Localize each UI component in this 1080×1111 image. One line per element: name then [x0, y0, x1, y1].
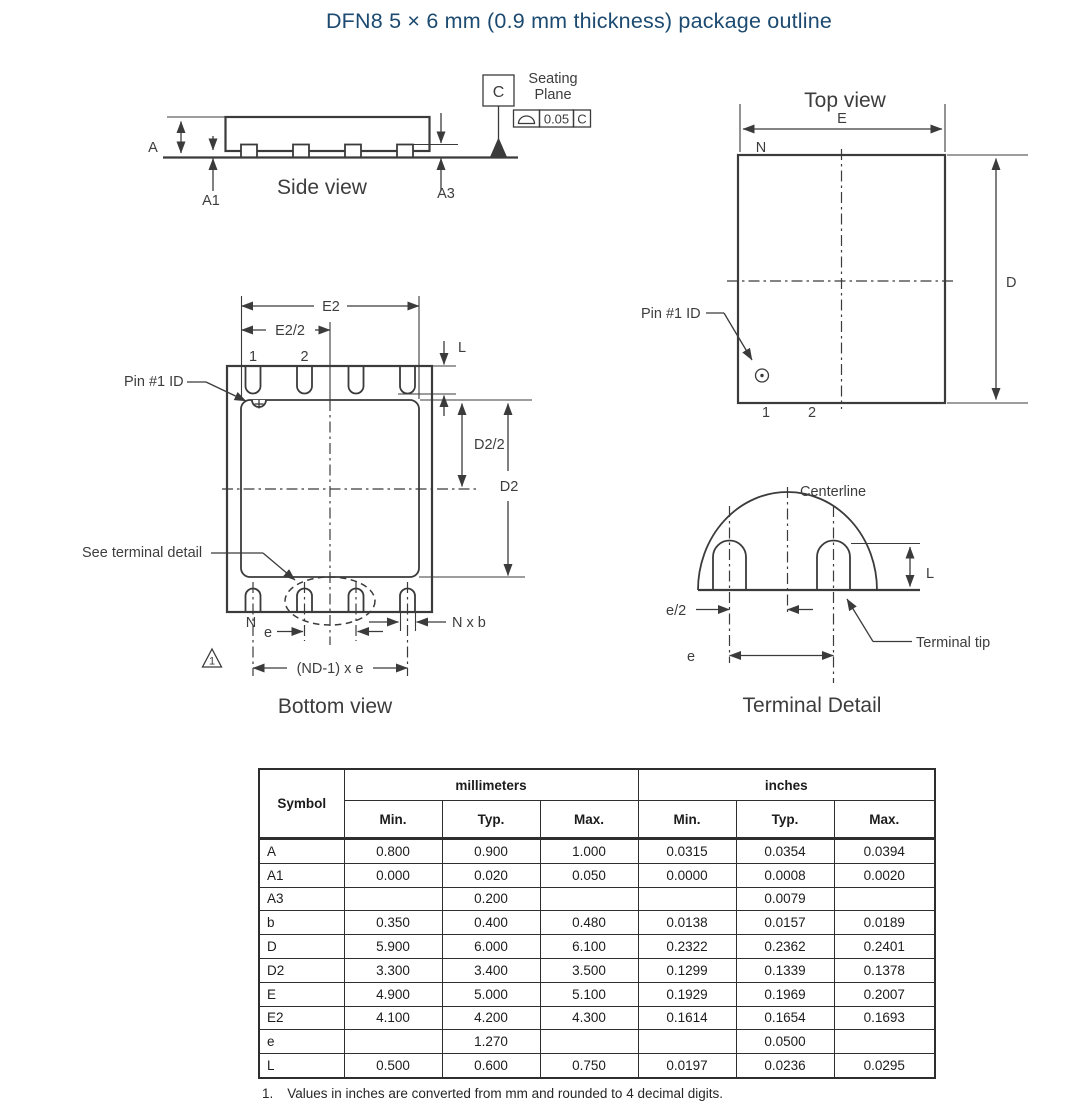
- bottom-view: [82, 296, 532, 718]
- side-view: [148, 71, 590, 209]
- pad: [293, 145, 309, 158]
- table-row: [259, 935, 935, 959]
- value-cell: 0.0197: [638, 1054, 736, 1078]
- value-cell: [834, 887, 935, 911]
- pin1-id-dot: [760, 374, 763, 377]
- terminal: [246, 367, 261, 394]
- pin-number: 2: [807, 405, 817, 421]
- millimeters-header: millimeters: [344, 769, 638, 801]
- table-row: [259, 958, 935, 982]
- table-footnote: [262, 1086, 723, 1101]
- terminal-detail-caption: Terminal Detail: [742, 694, 882, 717]
- table-row: [259, 887, 935, 911]
- value-cell: 0.0157: [736, 911, 834, 935]
- value-cell: [834, 1030, 935, 1054]
- symbol-cell: b: [259, 911, 344, 935]
- top-view-caption: Top view: [804, 89, 886, 112]
- col-header: Max.: [540, 801, 638, 839]
- table-subheader-row: [259, 801, 935, 839]
- value-cell: 0.900: [442, 839, 540, 864]
- datum-label: C: [492, 84, 505, 101]
- value-cell: 0.0020: [834, 863, 935, 887]
- pin-count-label: N: [755, 140, 767, 156]
- dim-label-a3: A3: [437, 186, 455, 202]
- dim-label-a: A: [148, 140, 158, 156]
- symbol-cell: A: [259, 839, 344, 864]
- fcf-tolerance: 0.05: [543, 111, 570, 127]
- top-view: [641, 89, 1028, 421]
- symbol-cell: A3: [259, 887, 344, 911]
- value-cell: 0.2322: [638, 935, 736, 959]
- value-cell: [540, 1030, 638, 1054]
- value-cell: 0.0008: [736, 863, 834, 887]
- symbol-cell: E: [259, 982, 344, 1006]
- side-view-caption: Side view: [277, 176, 367, 199]
- value-cell: 0.800: [344, 839, 442, 864]
- value-cell: 0.0500: [736, 1030, 834, 1054]
- col-header: Min.: [344, 801, 442, 839]
- value-cell: 5.100: [540, 982, 638, 1006]
- value-cell: 0.1969: [736, 982, 834, 1006]
- value-cell: [638, 887, 736, 911]
- value-cell: [344, 887, 442, 911]
- dim-label-e2: E2: [322, 299, 340, 315]
- value-cell: 0.0394: [834, 839, 935, 864]
- value-cell: 0.350: [344, 911, 442, 935]
- value-cell: 4.200: [442, 1006, 540, 1030]
- dim-label-nxb: N x b: [452, 615, 486, 631]
- value-cell: 5.900: [344, 935, 442, 959]
- value-cell: 3.400: [442, 958, 540, 982]
- value-cell: 0.500: [344, 1054, 442, 1078]
- pad: [241, 145, 257, 158]
- symbol-cell: D: [259, 935, 344, 959]
- value-cell: 0.2007: [834, 982, 935, 1006]
- symbol-cell: A1: [259, 863, 344, 887]
- symbol-cell: D2: [259, 958, 344, 982]
- table-row: [259, 1054, 935, 1078]
- feature-control-frame: [514, 110, 591, 127]
- terminal: [297, 367, 312, 394]
- dim-label-e2-half: E2/2: [275, 323, 305, 339]
- table-row: [259, 1006, 935, 1030]
- inches-header: inches: [638, 769, 935, 801]
- dim-label-d: D: [1006, 275, 1017, 291]
- value-cell: 1.000: [540, 839, 638, 864]
- dim-label-e-pitch: e: [263, 625, 273, 641]
- value-cell: 5.000: [442, 982, 540, 1006]
- terminal-detail: [666, 484, 990, 717]
- dim-label-l: L: [458, 340, 467, 356]
- value-cell: 0.750: [540, 1054, 638, 1078]
- value-cell: 0.0354: [736, 839, 834, 864]
- table-row: [259, 839, 935, 864]
- col-header: Typ.: [736, 801, 834, 839]
- terminal-tip-label: Terminal tip: [916, 635, 991, 651]
- fcf-datum: C: [577, 111, 587, 127]
- pin-number: 2: [300, 349, 309, 365]
- value-cell: 4.300: [540, 1006, 638, 1030]
- see-terminal-detail-label: See terminal detail: [82, 545, 203, 561]
- dim-label-e: e: [686, 649, 696, 665]
- page-title: DFN8 5 × 6 mm (0.9 mm thickness) package outline: [325, 9, 833, 33]
- pin-number: 1: [761, 405, 771, 421]
- pad: [345, 145, 361, 158]
- value-cell: 4.100: [344, 1006, 442, 1030]
- leader-line: [263, 553, 295, 580]
- value-cell: 0.600: [442, 1054, 540, 1078]
- dim-label-l: L: [926, 566, 935, 582]
- value-cell: 0.0138: [638, 911, 736, 935]
- dim-label-e: E: [837, 111, 847, 127]
- fcf-cell: [514, 110, 540, 127]
- symbol-cell: E2: [259, 1006, 344, 1030]
- table-row: [259, 863, 935, 887]
- value-cell: 0.1693: [834, 1006, 935, 1030]
- value-cell: 0.0295: [834, 1054, 935, 1078]
- value-cell: 0.400: [442, 911, 540, 935]
- col-header: Max.: [834, 801, 935, 839]
- table-group-header-row: [259, 769, 935, 801]
- leader-line: [847, 599, 873, 642]
- pin1-id-label: Pin #1 ID: [641, 306, 701, 322]
- table-row: [259, 982, 935, 1006]
- seating-plane-symbol-icon: [519, 116, 535, 124]
- dim-label-nd1xe: (ND-1) x e: [296, 661, 364, 677]
- pin-count-label: N: [245, 615, 257, 631]
- footnote-text: Values in inches are converted from mm and rounded to 4 decimal digits.: [287, 1086, 723, 1101]
- value-cell: 6.100: [540, 935, 638, 959]
- pad: [397, 145, 413, 158]
- value-cell: 0.0189: [834, 911, 935, 935]
- centerline-label: Centerline: [800, 484, 867, 500]
- value-cell: 0.2362: [736, 935, 834, 959]
- value-cell: 0.050: [540, 863, 638, 887]
- value-cell: 3.500: [540, 958, 638, 982]
- note-ref: 1: [208, 655, 216, 668]
- footnote-number: 1.: [262, 1086, 274, 1101]
- dim-label-a1: A1: [202, 193, 220, 209]
- value-cell: 0.1654: [736, 1006, 834, 1030]
- dimension-table: [258, 768, 936, 1079]
- value-cell: 0.2401: [834, 935, 935, 959]
- value-cell: 1.270: [442, 1030, 540, 1054]
- value-cell: 0.1929: [638, 982, 736, 1006]
- value-cell: 0.1614: [638, 1006, 736, 1030]
- value-cell: 0.0079: [736, 887, 834, 911]
- dim-label-d2: D2: [499, 479, 519, 495]
- value-cell: [638, 1030, 736, 1054]
- value-cell: 0.1299: [638, 958, 736, 982]
- pin-number: 1: [248, 349, 258, 365]
- symbol-cell: L: [259, 1054, 344, 1078]
- terminal: [400, 367, 415, 394]
- terminal: [349, 367, 364, 394]
- table-row: [259, 911, 935, 935]
- seating-plane-label: Plane: [534, 87, 572, 103]
- col-header: Min.: [638, 801, 736, 839]
- value-cell: 6.000: [442, 935, 540, 959]
- value-cell: 0.0315: [638, 839, 736, 864]
- value-cell: 0.0236: [736, 1054, 834, 1078]
- seating-plane-label: Seating: [528, 71, 578, 87]
- value-cell: 4.900: [344, 982, 442, 1006]
- table-row: [259, 1030, 935, 1054]
- value-cell: 3.300: [344, 958, 442, 982]
- col-header: Typ.: [442, 801, 540, 839]
- symbol-header: Symbol: [259, 769, 344, 839]
- value-cell: 0.1378: [834, 958, 935, 982]
- value-cell: [540, 887, 638, 911]
- symbol-cell: e: [259, 1030, 344, 1054]
- value-cell: 0.020: [442, 863, 540, 887]
- pin1-id-label: Pin #1 ID: [124, 374, 184, 390]
- value-cell: 0.0000: [638, 863, 736, 887]
- dim-label-d2-half: D2/2: [474, 437, 505, 453]
- value-cell: 0.480: [540, 911, 638, 935]
- value-cell: 0.000: [344, 863, 442, 887]
- value-cell: 0.1339: [736, 958, 834, 982]
- bottom-view-caption: Bottom view: [277, 695, 393, 718]
- value-cell: [344, 1030, 442, 1054]
- datum-target-triangle: [490, 138, 507, 158]
- value-cell: 0.200: [442, 887, 540, 911]
- dim-label-e-half: e/2: [666, 603, 687, 619]
